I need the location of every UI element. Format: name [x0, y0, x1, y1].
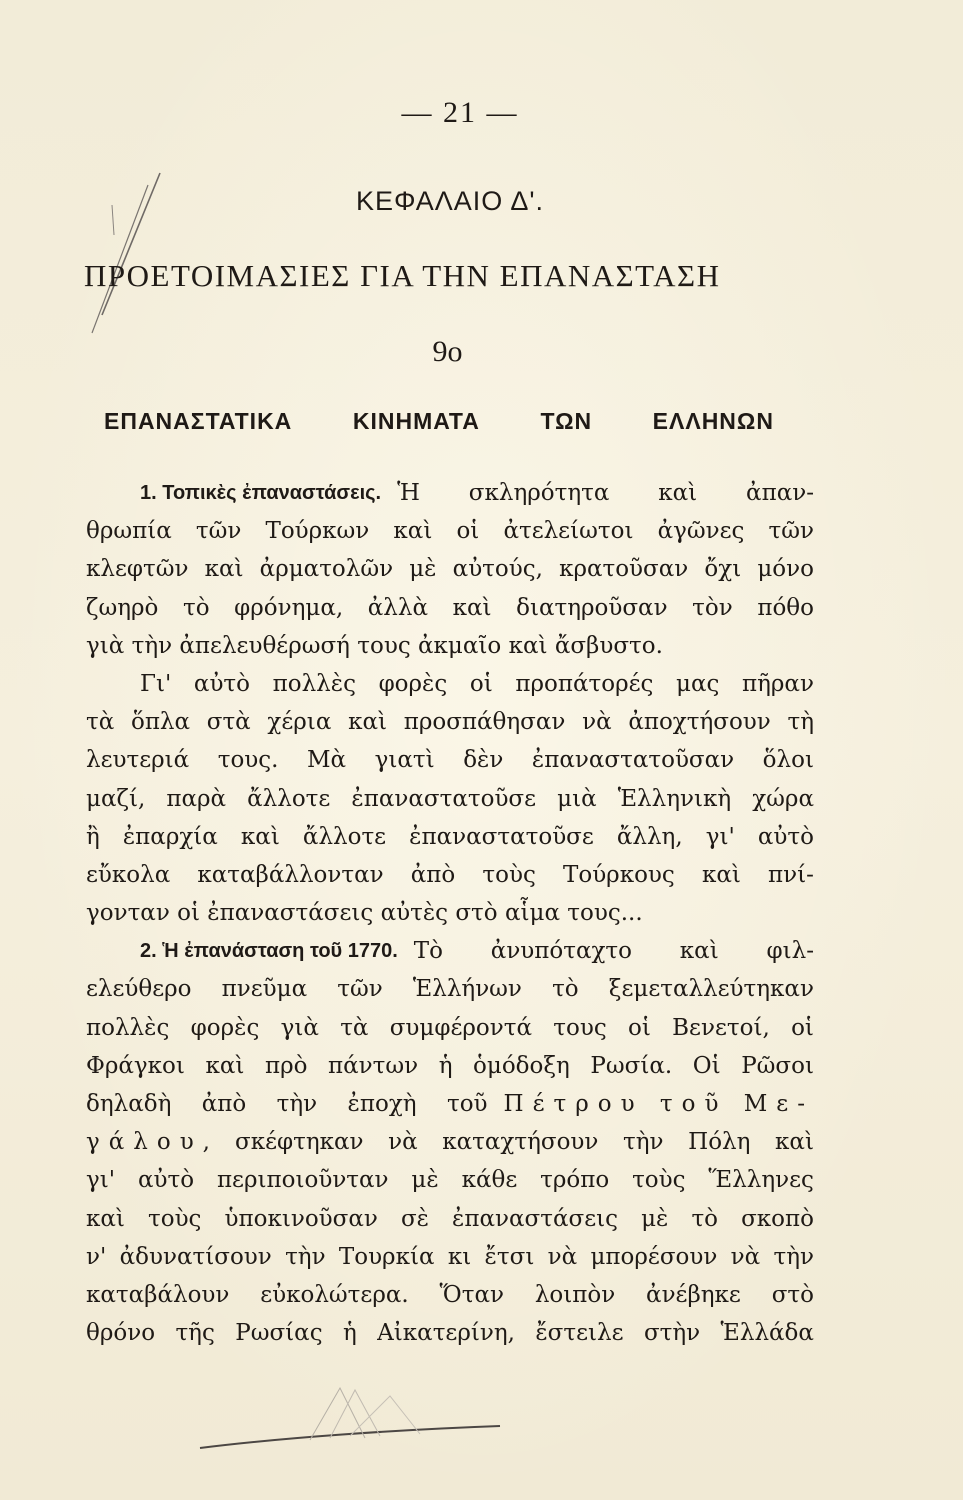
word: Μὰ: [307, 747, 347, 774]
word: Τὸ: [413, 938, 443, 965]
text-line: [86, 780, 814, 818]
faint-ornament: [190, 1368, 510, 1468]
word: ἡ: [342, 1320, 357, 1347]
text-line: [86, 512, 814, 550]
line-text: [86, 703, 814, 741]
word: τῶν: [195, 518, 242, 545]
word: παρὰ: [166, 785, 227, 812]
line-text: [86, 818, 814, 856]
word: τους.: [217, 747, 279, 774]
word: ἄλλοτε: [247, 785, 331, 812]
word: Βενετοί,: [672, 1014, 770, 1041]
word: μας: [676, 670, 720, 697]
word: λοιπὸν: [534, 1281, 616, 1308]
word: Τούρκους: [563, 861, 675, 888]
word: ἐπαναστατοῦσαν: [531, 747, 735, 774]
word: καὶ: [679, 938, 719, 965]
paragraph-heading: 2. Ἡ ἐπανάσταση τοῦ 1770.: [140, 940, 398, 963]
word: καὶ: [452, 594, 492, 621]
line-text: [86, 780, 814, 818]
word: Ἑλληνικὴ: [617, 785, 732, 812]
line-text: [86, 856, 814, 894]
section-title: [104, 408, 774, 435]
word: ἄλλοτε: [302, 823, 387, 850]
text-line: [86, 1085, 814, 1123]
word: πῆραν: [742, 670, 814, 697]
line-text: [86, 1161, 814, 1199]
word: τοὺς: [148, 1205, 202, 1232]
page-number: — 21 —: [401, 96, 519, 129]
word: τῶν: [768, 518, 814, 545]
section-title-word: ΚΙΝΗΜΑΤΑ: [352, 408, 480, 434]
word: καὶ: [240, 823, 280, 850]
word: γι': [86, 1167, 116, 1194]
text-line: [86, 589, 814, 627]
line-text: [86, 1009, 814, 1047]
section-title-word: ΕΛΛΗΝΩΝ: [652, 408, 774, 434]
word: ζωηρὸ: [86, 594, 159, 621]
word: ὑποκινοῦσαν: [224, 1205, 378, 1232]
word: κάθε: [461, 1167, 518, 1194]
word: ἀδυνατίσουν: [119, 1243, 272, 1270]
word: θρωπία: [86, 518, 172, 545]
word: ὄχι: [704, 556, 742, 583]
spaced-name: Πέτρου τοῦ Με-: [503, 1091, 814, 1117]
chapter-title: ΠΡΟΕΤΟΙΜΑΣΙΕΣ ΓΙΑ ΤΗΝ ΕΠΑΝΑΣΤΑΣΗ: [84, 258, 721, 293]
word: τὰ: [340, 1014, 369, 1041]
text-line: [86, 1200, 814, 1238]
text-line: [86, 1161, 814, 1199]
word: τὴν: [285, 1243, 326, 1270]
word: στὴν: [643, 1320, 701, 1347]
word: τοὺς: [482, 861, 536, 888]
word: τὸ: [552, 976, 579, 1003]
word: μὲ: [409, 556, 437, 583]
word: Ἡ: [397, 480, 420, 506]
word: χώρα: [752, 785, 814, 812]
word: φορὲς: [190, 1014, 260, 1041]
word: ἀποχτήσουν: [628, 709, 771, 736]
word: ἀρματολῶν: [259, 556, 394, 583]
line-text: [86, 1085, 488, 1123]
word: ἀπὸ: [410, 861, 456, 888]
word: εὔκολα: [86, 861, 171, 888]
word: ἐπαναστατοῦσε: [351, 785, 537, 812]
word: φιλ-: [766, 938, 814, 965]
word: συμφέροντά: [389, 1014, 532, 1041]
text-line: [86, 1238, 814, 1276]
word: τοῦ: [446, 1091, 488, 1117]
text-line: [86, 741, 814, 779]
word: τρόπο: [540, 1167, 610, 1194]
word: οἱ: [628, 1014, 651, 1041]
word: λευτεριά: [86, 747, 190, 774]
word: ἀτελείωτοι: [503, 518, 634, 545]
line-text: [414, 932, 814, 970]
word: ἀνυπόταχτο: [490, 938, 633, 965]
word: χέρια: [267, 709, 332, 736]
word: τὰ: [86, 709, 115, 736]
word: Ρωσίας: [235, 1320, 323, 1347]
line-text: γιὰ τὴν ἀπελευθέρωσή τους ἀκμαῖο καὶ ἄσβυστο.: [86, 632, 663, 659]
word: τὴν: [623, 1129, 664, 1156]
word: καὶ: [775, 1129, 814, 1156]
word: φορὲς: [378, 670, 448, 697]
text-line: [86, 1047, 814, 1085]
text-line: [86, 665, 814, 703]
word: μαζί,: [86, 785, 146, 812]
section-title-word: ΤΩΝ: [540, 408, 593, 434]
word: μὲ: [641, 1205, 669, 1232]
line-text: [140, 665, 814, 703]
word: Τουρκία: [338, 1243, 435, 1270]
word: τὴ: [787, 709, 814, 736]
text-line: [86, 627, 814, 665]
word: οἱ: [469, 670, 493, 697]
word: γιὰ: [280, 1014, 319, 1041]
word: ἀπὸ: [201, 1091, 247, 1117]
word: ὅλοι: [762, 747, 814, 774]
word: αὐτὸ: [757, 823, 814, 850]
word: Οἱ: [692, 1052, 721, 1079]
word: ἐπαρχία: [122, 823, 218, 850]
word: τὴν: [276, 1091, 318, 1117]
line-text: [86, 1276, 814, 1314]
text-line: [86, 856, 814, 894]
word: ἔτσι: [484, 1243, 535, 1270]
word: περιποιοῦνταν: [216, 1167, 389, 1194]
text-line: [86, 550, 814, 588]
word: νὰ: [582, 709, 612, 736]
word: Ρωσία.: [590, 1052, 673, 1079]
word: Ὅταν: [439, 1281, 504, 1308]
word: καὶ: [204, 556, 244, 583]
word: ξεμεταλλεύτηκαν: [608, 976, 814, 1003]
word: κι: [447, 1243, 472, 1270]
word: Ρῶσοι: [741, 1052, 814, 1079]
word: καταβάλουν: [86, 1281, 230, 1308]
line-text: [397, 474, 814, 512]
body-text: [86, 474, 814, 1352]
word: τὸ: [691, 1205, 719, 1232]
word: καὶ: [658, 480, 698, 506]
line-text: γονταν οἱ ἐπαναστάσεις αὐτὲς στὸ αἷμα τους...: [86, 900, 643, 927]
word: νὰ: [730, 1243, 761, 1270]
word: νὰ: [388, 1129, 418, 1156]
text-line: [86, 932, 814, 970]
word: καὶ: [393, 518, 433, 545]
word: Πόλη: [688, 1129, 751, 1156]
word: καὶ: [86, 1205, 125, 1232]
word: πολλὲς: [272, 670, 356, 697]
word: ἀνέβηκε: [646, 1281, 741, 1308]
word: μιὰ: [557, 785, 597, 812]
line-text: [86, 550, 814, 588]
word: στὸ: [771, 1281, 814, 1308]
word: Ἑλλήνων: [412, 976, 522, 1003]
word: ελεύθερο: [86, 976, 192, 1003]
word: σκέφτηκαν: [235, 1129, 364, 1156]
word: ἀγῶνες: [657, 518, 745, 545]
word: κρατοῦσαν: [559, 556, 689, 583]
line-text: [86, 741, 814, 779]
paragraph-heading: 1. Τοπικὲς ἐπαναστάσεις.: [140, 482, 382, 504]
word: καὶ: [701, 861, 741, 888]
text-line: [86, 1123, 814, 1161]
word: ὅπλα: [130, 709, 191, 736]
word: ἀπαν-: [746, 480, 814, 506]
word: ἢ: [86, 823, 100, 850]
word: ἄλλη,: [616, 823, 683, 850]
line-text: [86, 1047, 814, 1085]
text-line: [86, 703, 814, 741]
word: στὰ: [206, 709, 251, 736]
word: πνεῦμα: [221, 976, 308, 1003]
word: οἱ: [456, 518, 480, 545]
word: Ἕλληνες: [708, 1167, 814, 1194]
word: ἐπαναστάσεις: [452, 1205, 619, 1232]
word: Γι': [140, 670, 172, 697]
word: κλεφτῶν: [86, 556, 189, 583]
word: πόθο: [757, 594, 814, 621]
word: πρὸ: [264, 1052, 308, 1079]
word: ν': [86, 1243, 107, 1270]
word: ἐποχὴ: [347, 1091, 417, 1117]
text-line: [86, 1276, 814, 1314]
word: δηλαδὴ: [86, 1091, 172, 1117]
text-line: [86, 894, 814, 932]
word: καὶ: [348, 709, 387, 736]
word: προσπάθησαν: [403, 709, 566, 736]
text-line: [86, 1314, 814, 1352]
section-number: 9ο: [432, 335, 463, 368]
word: δὲν: [463, 747, 504, 774]
line-text: [86, 970, 814, 1008]
word: τὸ: [182, 594, 210, 621]
word: ἡ: [438, 1052, 453, 1079]
word: ὁμόδοξη: [473, 1052, 570, 1079]
word: προπάτορές: [515, 670, 654, 697]
word: τὴν: [773, 1243, 814, 1270]
line-text: [235, 1123, 814, 1161]
line-text: [86, 512, 814, 550]
line-text: [86, 1238, 814, 1276]
word: σὲ: [400, 1205, 429, 1232]
line-text: [86, 1200, 814, 1238]
text-line: [86, 818, 814, 856]
text-line: [86, 1009, 814, 1047]
word: γιατὶ: [374, 747, 435, 774]
line-text: [86, 1314, 814, 1352]
word: αὐτὸ: [137, 1167, 195, 1194]
word: γι': [705, 823, 735, 850]
spaced-name: γάλου,: [86, 1129, 219, 1156]
word: καταχτήσουν: [442, 1129, 599, 1156]
section-title-word: ΕΠΑΝΑΣΤΑΤΙΚΑ: [104, 408, 293, 434]
word: Φράγκοι: [86, 1052, 185, 1079]
word: τὸν: [692, 594, 733, 621]
word: μπορέσουν: [590, 1243, 718, 1270]
word: σκληρότητα: [468, 480, 610, 506]
word: πάντων: [328, 1052, 419, 1079]
word: εὐκολώτερα.: [260, 1281, 409, 1308]
word: τοὺς: [632, 1167, 686, 1194]
text-line: [86, 970, 814, 1008]
word: μόνο: [757, 556, 814, 583]
line-text: [86, 589, 814, 627]
word: μὲ: [411, 1167, 439, 1194]
word: νὰ: [547, 1243, 578, 1270]
word: ἀλλὰ: [367, 594, 428, 621]
text-line: [86, 474, 814, 512]
chapter-heading: ΚΕΦΑΛΑΙΟ Δ'.: [355, 186, 545, 216]
word: καὶ: [205, 1052, 245, 1079]
word: οἱ: [791, 1014, 814, 1041]
word: θρόνο: [86, 1320, 156, 1347]
word: διατηροῦσαν: [516, 594, 668, 621]
word: ἐπαναστατοῦσε: [409, 823, 594, 850]
word: πνί-: [768, 861, 814, 888]
word: αὐτὸ: [193, 670, 251, 697]
word: τῆς: [175, 1320, 215, 1347]
word: ἔστειλε: [535, 1320, 624, 1347]
word: πολλὲς: [86, 1014, 170, 1041]
word: Τούρκων: [265, 518, 370, 545]
word: τους: [553, 1014, 607, 1041]
word: Αἰκατερίνη,: [377, 1320, 515, 1347]
word: καταβάλλονταν: [197, 861, 384, 888]
word: αὐτούς,: [452, 556, 543, 583]
word: Ἑλλάδα: [720, 1320, 814, 1347]
word: σκοπὸ: [741, 1205, 814, 1232]
word: τῶν: [337, 976, 383, 1003]
word: φρόνημα,: [234, 594, 344, 621]
